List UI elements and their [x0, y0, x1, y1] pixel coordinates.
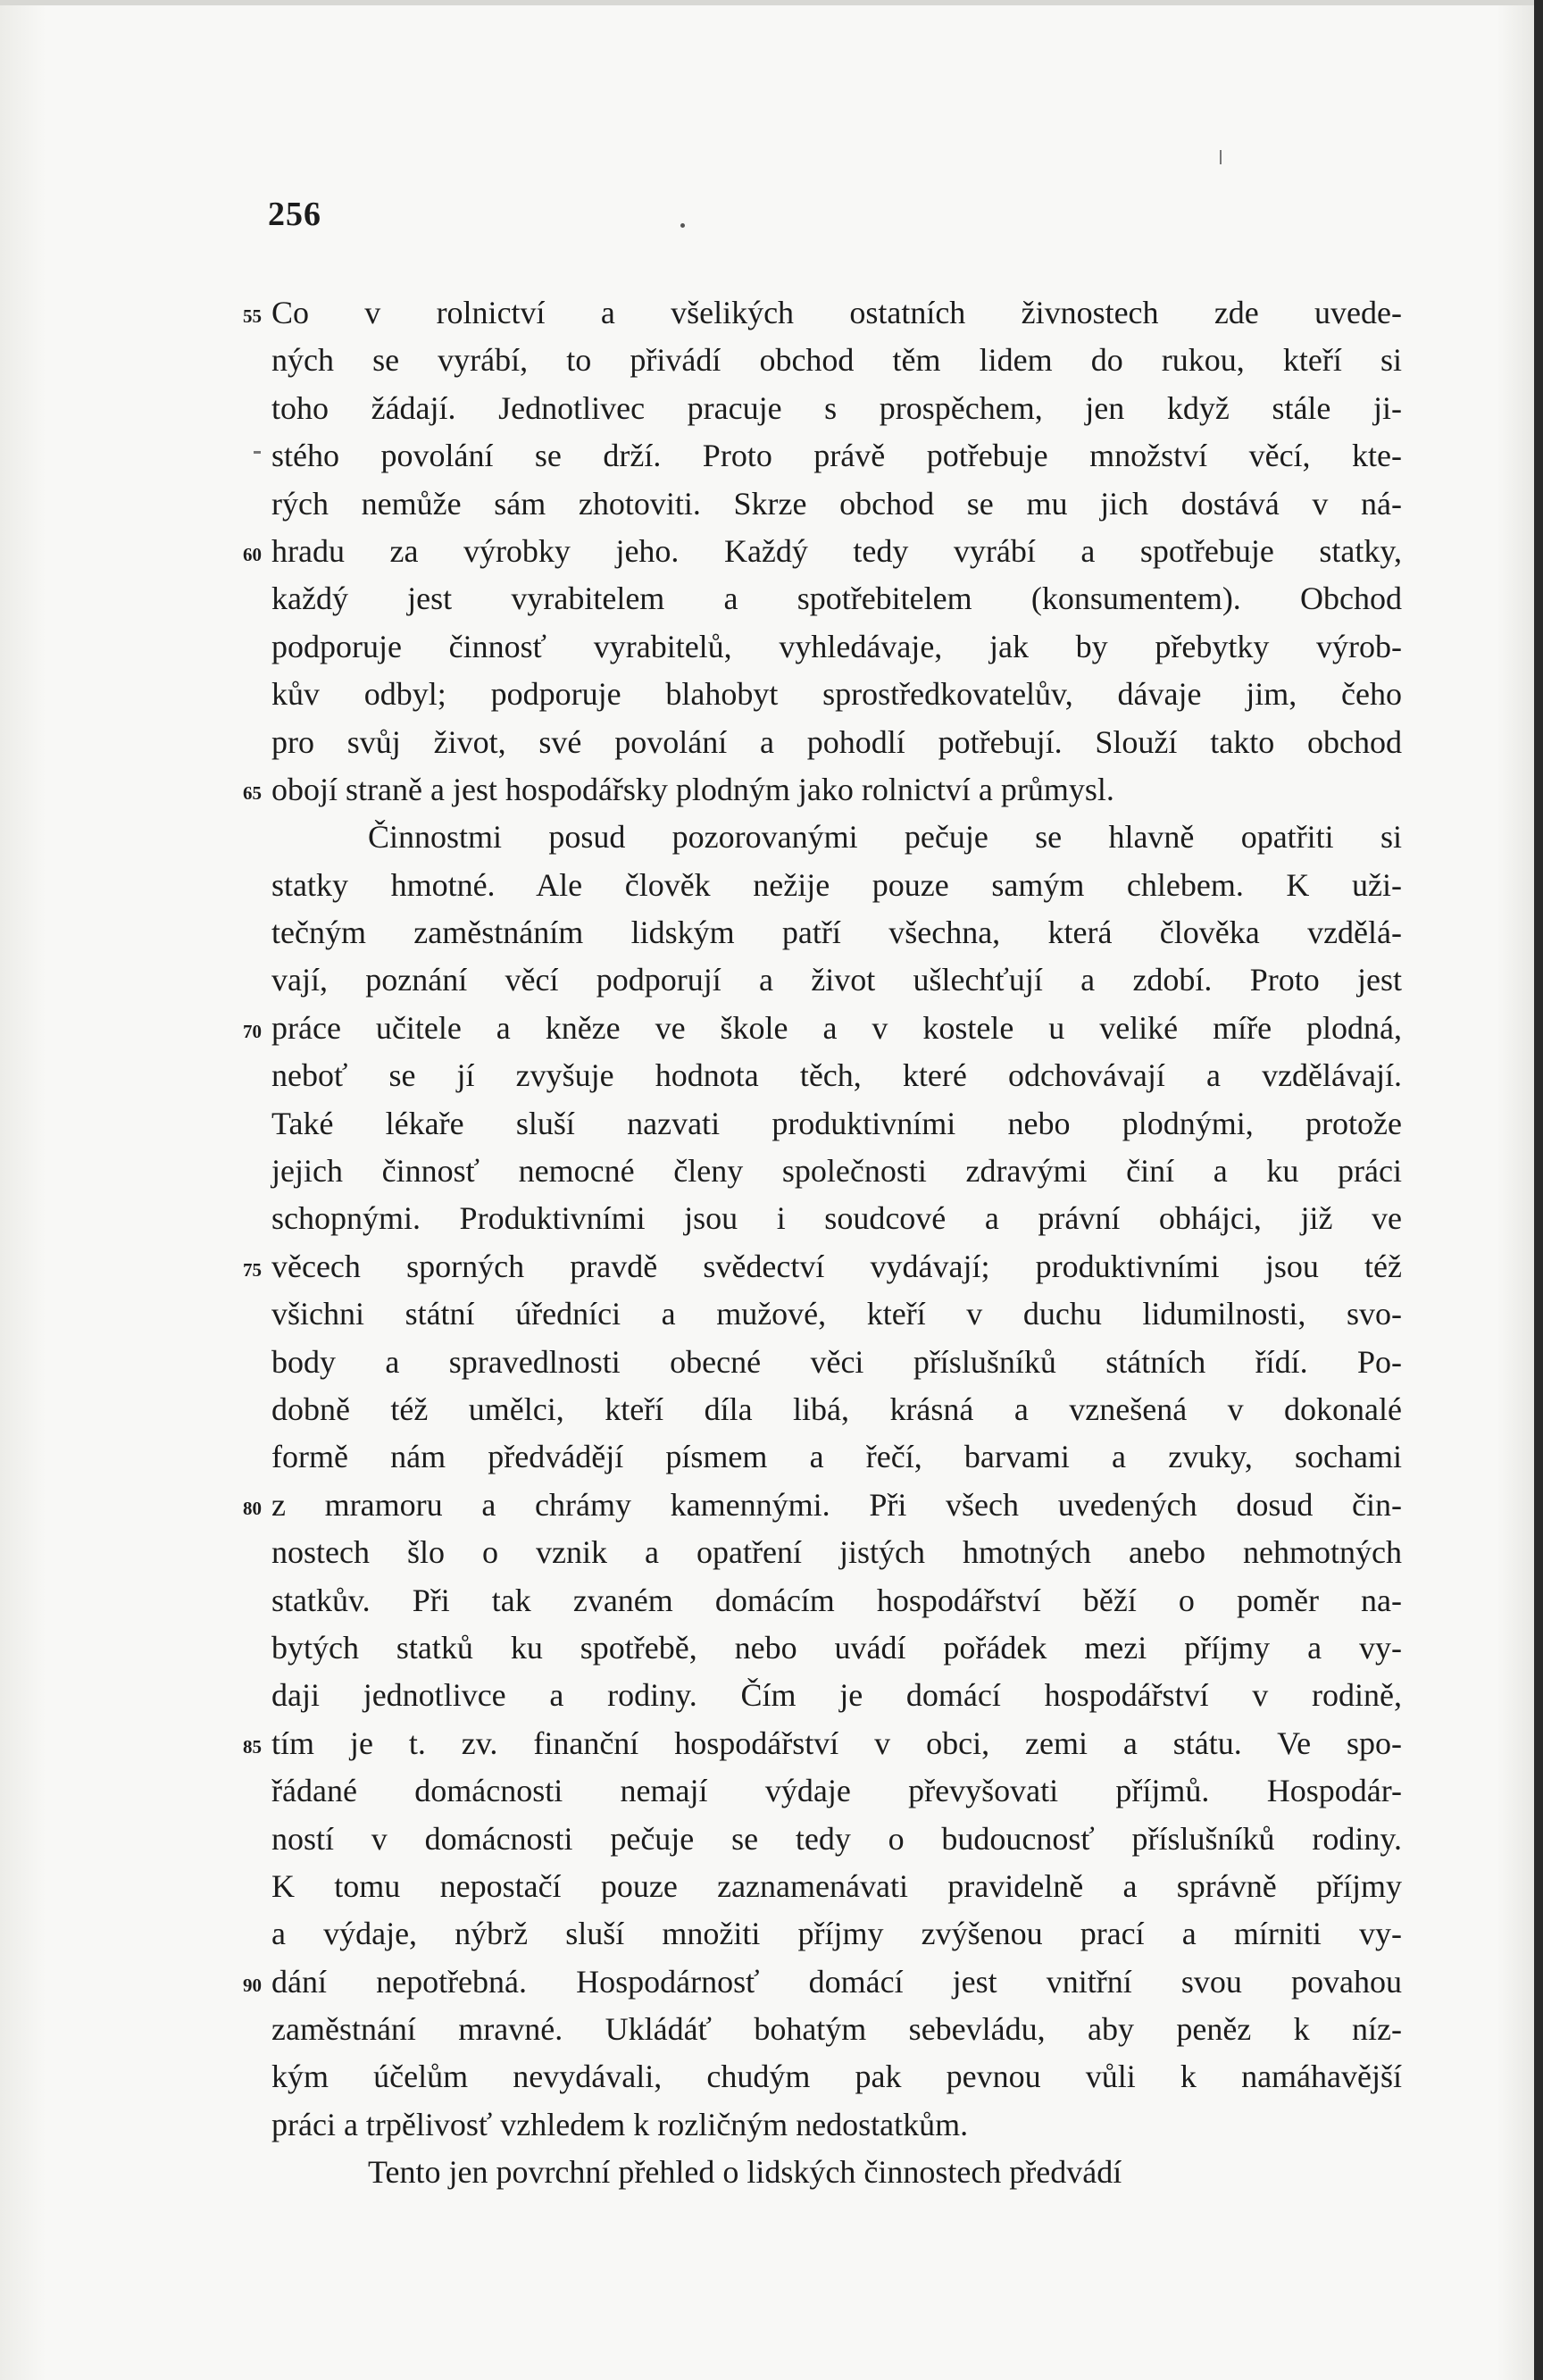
line-text: každý jest vyrabitelem a spotřebitelem (konsumentem). Obchod — [271, 580, 1402, 617]
text-line — [271, 337, 1402, 384]
text-line — [271, 671, 1402, 718]
line-text: bytých statků ku spotřebě, nebo uvádí pořádek mezi příjmy a vy- — [271, 1629, 1402, 1666]
text-line — [271, 385, 1402, 432]
text-line — [271, 1290, 1402, 1338]
text-line — [271, 1148, 1402, 1195]
line-text: nostech šlo o vznik a opatření jistých hmotných anebo nehmotných — [271, 1534, 1402, 1571]
text-line — [271, 1910, 1402, 1958]
page-top-edge — [0, 0, 1543, 5]
print-speck — [680, 223, 685, 228]
line-number: 75 — [243, 1258, 262, 1281]
text-line — [271, 1433, 1402, 1481]
text-line — [271, 2149, 1402, 2196]
text-line — [271, 956, 1402, 1004]
text-line — [271, 1672, 1402, 1719]
text-line — [271, 2101, 1402, 2149]
text-line — [243, 289, 1402, 337]
text-line — [271, 1816, 1402, 1863]
text-line — [243, 1482, 1402, 1529]
line-text: kův odbyl; podporuje blahobyt sprostředkovatelův, dávaje jim, čeho — [271, 676, 1402, 713]
page-right-edge — [1534, 0, 1543, 2380]
line-text: podporuje činnosť vyrabitelů, vyhledávaje, jak by přebytky výrob- — [271, 628, 1402, 664]
line-text: toho žádají. Jednotlivec pracuje s prospěchem, jen když stále ji- — [271, 389, 1402, 426]
text-line — [243, 766, 1402, 814]
body-text — [243, 289, 1402, 2197]
line-text: formě nám předvádějí písmem a řečí, barvami a zvuky, sochami — [271, 1439, 1402, 1475]
line-text: všichni státní úředníci a mužové, kteří v duchu lidumilnosti, svo- — [271, 1296, 1402, 1332]
text-line — [271, 719, 1402, 766]
paragraph — [271, 2149, 1402, 2196]
line-number: 90 — [243, 1974, 262, 1996]
text-line — [271, 862, 1402, 909]
text-line — [271, 1386, 1402, 1433]
line-number: 85 — [243, 1735, 262, 1758]
line-text: tečným zaměstnáním lidským patří všechna, která člověka vzdělá- — [271, 914, 1402, 951]
line-text: Činnostmi posud pozorovanými pečuje se hlavně opatřiti si — [368, 819, 1402, 856]
paragraph — [243, 814, 1402, 2149]
line-text: daji jednotlivce a rodiny. Čím je domácí hospodářství v rodině, — [271, 1677, 1402, 1714]
line-text: obojí straně a jest hospodářsky plodným jako rolnictví a průmysl. — [271, 771, 1114, 807]
line-text: Také lékaře sluší nazvati produktivními nebo plodnými, protože — [271, 1105, 1402, 1141]
text-line — [271, 2006, 1402, 2053]
line-text: věcech sporných pravdě svědectví vydávají; produktivními jsou též — [271, 1248, 1402, 1284]
line-text: body a spravedlnosti obecné věci příslušníků státních řídí. Po- — [271, 1343, 1402, 1380]
line-text: Co v rolnictví a všelikých ostatních živnostech zde uvede- — [271, 295, 1402, 330]
line-text: práce učitele a kněze ve škole a v kostele u veliké míře plodná, — [271, 1009, 1402, 1046]
line-text: pro svůj život, své povolání a pohodlí potřebují. Slouží takto obchod — [271, 723, 1402, 760]
line-text: a výdaje, nýbrž sluší množiti příjmy zvýšenou prací a mírniti vy- — [271, 1916, 1402, 1952]
line-number: 55 — [243, 305, 262, 327]
text-line — [271, 1863, 1402, 1910]
text-line — [243, 528, 1402, 575]
text-line — [271, 1624, 1402, 1672]
page-number: 256 — [268, 196, 321, 233]
line-text: zaměstnání mravné. Ukládáť bohatým sebevládu, aby peněz k níz- — [271, 2011, 1402, 2048]
line-number: 60 — [243, 543, 262, 565]
print-speck — [254, 451, 261, 454]
text-line — [243, 1720, 1402, 1767]
line-text: ných se vyrábí, to přivádí obchod těm lidem do rukou, kteří si — [271, 342, 1402, 379]
paragraph — [243, 289, 1402, 814]
text-line — [271, 1529, 1402, 1576]
line-text: stého povolání se drží. Proto právě potřebuje množství věcí, kte- — [271, 438, 1402, 474]
text-line — [271, 623, 1402, 671]
text-line — [271, 432, 1402, 480]
line-text: Tento jen povrchní přehled o lidských činnostech předvádí — [368, 2154, 1122, 2191]
text-line — [271, 1100, 1402, 1148]
line-text: práci a trpělivosť vzhledem k rozličným nedostatkům. — [271, 2106, 969, 2142]
line-text: schopnými. Produktivními jsou i soudcové a právní obhájci, již ve — [271, 1200, 1402, 1237]
text-line — [271, 575, 1402, 622]
line-text: z mramoru a chrámy kamennými. Při všech uvedených dosud čin- — [271, 1486, 1402, 1523]
text-line — [243, 1243, 1402, 1290]
line-text: řádané domácnosti nemají výdaje převyšovati příjmů. Hospodár- — [271, 1773, 1402, 1809]
text-line — [271, 1577, 1402, 1624]
line-text: jejich činnosť nemocné členy společnosti zdravými činí a ku práci — [271, 1153, 1402, 1190]
text-line — [271, 909, 1402, 956]
text-line — [271, 1052, 1402, 1099]
line-number: 65 — [243, 781, 262, 804]
line-text: neboť se jí zvyšuje hodnota těch, které odchovávají a vzdělávají. — [271, 1057, 1402, 1094]
text-line — [271, 1339, 1402, 1386]
line-text: statky hmotné. Ale člověk nežije pouze samým chlebem. K uži- — [271, 866, 1402, 903]
line-text: K tomu nepostačí pouze zaznamenávati pravidelně a správně příjmy — [271, 1867, 1402, 1904]
line-number: 70 — [243, 1020, 262, 1042]
line-text: ností v domácnosti pečuje se tedy o budoucnosť příslušníků rodiny. — [271, 1820, 1402, 1857]
text-line — [271, 2053, 1402, 2100]
text-line — [271, 1195, 1402, 1242]
line-text: dání nepotřebná. Hospodárnosť domácí jest vnitřní svou povahou — [271, 1963, 1402, 2000]
text-line — [271, 1767, 1402, 1815]
line-number: 80 — [243, 1497, 262, 1519]
text-line — [271, 814, 1402, 861]
line-text: tím je t. zv. finanční hospodářství v obci, zemi a státu. Ve spo- — [271, 1724, 1402, 1761]
line-text: hradu za výrobky jeho. Každý tedy vyrábí a spotřebuje statky, — [271, 532, 1402, 569]
text-line — [243, 1005, 1402, 1052]
line-text: vají, poznání věcí podporují a život ušlechťují a zdobí. Proto jest — [271, 962, 1402, 998]
line-text: rých nemůže sám zhotoviti. Skrze obchod se mu jich dostává v ná- — [271, 485, 1402, 522]
line-text: dobně též umělci, kteří díla libá, krásná a vznešená v dokonalé — [271, 1390, 1402, 1427]
text-line — [243, 1958, 1402, 2006]
line-text: statkův. Při tak zvaném domácím hospodářství běží o poměr na- — [271, 1582, 1402, 1618]
line-text: kým účelům nevydávali, chudým pak pevnou vůli k namáhavější — [271, 2058, 1402, 2095]
text-line — [271, 480, 1402, 528]
print-speck — [1220, 150, 1222, 164]
